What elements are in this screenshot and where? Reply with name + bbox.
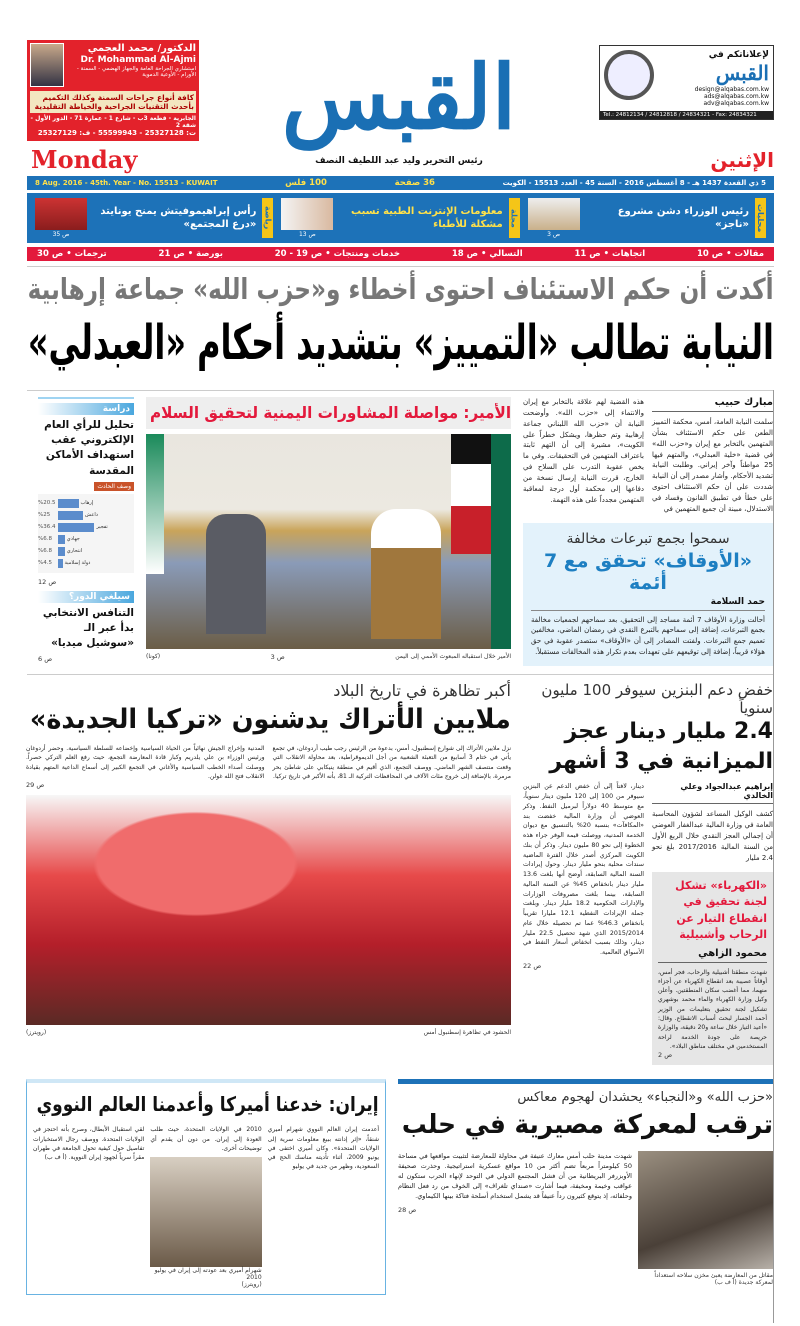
index-item[interactable]: بورصة • ص 21 bbox=[159, 249, 224, 259]
turkey-col-2 bbox=[27, 744, 266, 789]
amiri-photo bbox=[151, 1157, 262, 1267]
chart-title: وصف الحادث bbox=[95, 482, 135, 491]
aleppo-photo-block bbox=[639, 1151, 774, 1286]
ad-doctor[interactable] bbox=[28, 40, 200, 141]
ad-email: adv@alqabas.com.kw bbox=[704, 100, 770, 107]
petrol-col-2 bbox=[524, 782, 645, 970]
emir-article bbox=[147, 397, 512, 661]
photo-credit: (رويترز) bbox=[27, 1029, 48, 1037]
awqaf-text: أحالت وزارة الأوقاف 7 أئمة مساجد إلى التحقيق، بعد سماحهم لجمعيات مخالفة بجمع التبرعات، إضافة إلى سماحهم بالتبرع النقدي في رمضان الماضي، مخالفين تعميم جمع التبرعات. ولفتت المصادر إلى أن «الأوقاف» ستصدر عقوبة في حق هؤلاء قريباً، إضافة إلى توقيعهم على تعهدات بعدم تكرار هذه المخالفات مستقبلاً. bbox=[532, 615, 766, 657]
page-ref[interactable]: ص 28 bbox=[399, 1205, 418, 1214]
date-ar: 5 ذي القعدة 1437 هـ - 8 أغسطس 2016 - السنة 45 - العدد 15513 - الكويت bbox=[503, 179, 767, 187]
turkey-kicker: أكبر تظاهرة في تاريخ البلاد bbox=[334, 680, 512, 700]
magnifier-icon bbox=[605, 50, 655, 100]
teaser-band bbox=[28, 193, 775, 243]
teaser-photo bbox=[36, 198, 88, 230]
lead-text: هذه القضية لهم علاقة بالتخابر مع إيران والانتماء إلى «حزب الله». وأوضحت النيابة أن «حزب الله اللبناني جماعة إرهابية وتم حظرها، ويشكل خطراً على الكويت»، مشيرة إلى أن التهم ثابتة باعتراف المتهمين في التحقيقات. وفي ما يخص عقوبة التدرب على السلاح في الخارج، قررت النيابة إرسال نسخة من دفاعها إلى محكمة أول درجة لمعاقبة المتهمين مجدداً على هذه التهمة. bbox=[524, 398, 645, 504]
awqaf-byline: حمد السلامة bbox=[532, 597, 766, 611]
teaser-local[interactable] bbox=[525, 197, 771, 239]
turkey-text: المدنية وإخراج الجيش نهائياً من الحياة السياسية وإخضاعه للسلطة السياسية. وحضر أردوغان ورئيس الوزراء بن علي يلدريم وكبار قادة المعارضة التجمع، حيث رفع العلم التركي حصراً. ووصلت أصداء الخطب السياسية والأغاني في التجمع الكبير إلى أسماع الداعية المتهم بقيادة الانقلاب فتح الله غولن. bbox=[27, 744, 266, 780]
ad-email: design@alqabas.com.kw bbox=[695, 86, 770, 93]
lead-byline: مبارك حبيب bbox=[653, 397, 774, 412]
chart-bar bbox=[59, 499, 80, 508]
photo-credit: (رويترز) bbox=[242, 1281, 263, 1289]
petrol-headline[interactable]: 2.4 مليار دينار عجز الميزانية في 3 أشهر bbox=[550, 718, 774, 774]
petrol-byline: إبراهيم عبدالجواد وعلي الخالدي bbox=[653, 782, 774, 804]
day-en: Monday bbox=[32, 145, 139, 174]
chart-value-label: %20.5 bbox=[39, 500, 57, 507]
chart-bar bbox=[59, 511, 84, 520]
teaser-headline: رئيس الوزراء دشن مشروع «ناجز» bbox=[618, 205, 750, 230]
aleppo-kicker: «حزب الله» و«النجباء» يحشدان لهجوم معاكس bbox=[518, 1090, 774, 1106]
teaser-photo bbox=[282, 198, 334, 230]
teaser-headline: معلومات الإنترنت الطبية تسبب مشكلة للأطباء bbox=[352, 205, 504, 230]
ad-sub: استشاري الجراحة العامة والجهاز الهضمي - السمنة - الأورام - الأوعية الدموية bbox=[77, 65, 197, 79]
kahraba-text: شهدت منطقتا أشبيلية والرحاب، فجر أمس، أوقاتاً عصيبة بعد انقطاع الكهرباء عن أجزاء منهما، مما أغضب سكان المنطقتين. وأعلن وكيل وزارة الكهرباء والماء محمد بوشهري تشكيل لجنة تحقيق بتعليمات من الوزير أحمد الجسار لبحث أسباب الانقطاع. وقال: «أعيد التيار خلال ساعة و20 دقيقة، والوزارة حريصة على جودة الخدمة لراحة المستخدمين في مختلف مناطق البلاد». bbox=[659, 968, 769, 1050]
lead-kicker: أكدت أن حكم الاستئناف احتوى أخطاء و«حزب الله» جماعة إرهابية bbox=[29, 272, 775, 306]
index-item[interactable]: اتجاهات • ص 11 bbox=[575, 249, 647, 259]
chart-category-label: إرهاب bbox=[81, 500, 95, 507]
teaser-section: مجلة bbox=[510, 198, 521, 238]
awqaf-box[interactable] bbox=[524, 523, 774, 666]
chart-value-label: %6.8 bbox=[39, 548, 53, 555]
ad-email: ads@alqabas.com.kw bbox=[704, 93, 770, 100]
iran-caption: شهرام أميري بعد عودته إلى إيران في يوليو 2010 bbox=[155, 1267, 263, 1282]
study-chart bbox=[39, 494, 135, 573]
teaser-page: ص 35 bbox=[53, 230, 71, 238]
aleppo-caption bbox=[639, 1272, 774, 1286]
ad-logo: القبس bbox=[716, 61, 770, 85]
lead-article bbox=[524, 397, 774, 666]
page-ref[interactable]: ص 6 bbox=[39, 654, 54, 663]
teaser-headline: رأس إبراهيموفيتش يمنح يونايتد «درع المجتمع» bbox=[101, 205, 258, 230]
awqaf-headline: «الأوقاف» تحقق مع 7 أئمة bbox=[544, 549, 754, 594]
teaser-section: رياضة bbox=[263, 198, 274, 238]
ad-name-en: Dr. Mohammad Al-Ajmi bbox=[81, 55, 197, 65]
election-tag: سيلغي الدور؟ bbox=[39, 591, 135, 603]
kahraba-byline: محمود الزاهي bbox=[659, 948, 768, 963]
iran-headline: إيران: خدعنا أميركا وأعدمنا العالم النووي bbox=[38, 1092, 380, 1117]
turkey-caption: الحشود في تظاهرة إسطنبول أمس bbox=[424, 1029, 512, 1037]
kahraba-box[interactable] bbox=[653, 872, 774, 1066]
ad-address: الجابرية - قطعة 3ب - شارع 1 - عمارة 71 - الدور الأول - شقة 2 bbox=[31, 115, 197, 130]
chart-value-label: %36.4 bbox=[39, 524, 57, 531]
turkey-text: نزل ملايين الأتراك إلى شوارع إسطنبول، أمس، بدعوة من الرئيس رجب طيب أردوغان، في تجمع يأتي في ختام 3 أسابيع من التعبئة الشعبية من أجل الديموقراطية، بعد محاولة الانقلاب التي وقعت منتصف الشهر الماضي. ووصف التجمع، الذي أقيم في منطقة ينيكابي على شاطئ بحر مرمرة، بالإضافة إلى خروج مئات الآلاف في المحافظات التركية الـ 81، بأنه الأكبر في تاريخ تركيا. bbox=[273, 744, 512, 780]
chart-value-label: %25 bbox=[39, 512, 52, 519]
index-item[interactable]: ترجمات • ص 30 bbox=[38, 249, 108, 259]
chart-bar-row bbox=[39, 546, 135, 557]
photo-credit: (كونا) bbox=[147, 653, 162, 660]
teaser-magazine[interactable] bbox=[278, 197, 524, 239]
turkey-article bbox=[27, 681, 512, 1036]
date-bar bbox=[28, 176, 775, 190]
iran-text: 2010 في الولايات المتحدة، حيث طلب العودة إلى إيران. من دون أن يقدم أي توضيحات أخرى. bbox=[151, 1126, 263, 1152]
page-count: 36 صفحة bbox=[395, 178, 436, 188]
aleppo-text: شهدت مدينة حلب أمس معارك عنيفة في محاولة للمعارضة لتثبيت مواقعها في مساحة 50 كيلومتراً مربعاً تضم أكثر من 10 مواقع عسكرية استراتيجية. وحذرت صحيفة الأوبزرفر البريطانية من أن فشل المجتمع الدولي في التوحد لإنهاء الحرب ستكون له عواقب وخيمة ومخيفة، فيما أشارت «صنداي تلغراف» إلى الخوف من رد فعل النظام وحلفائه، إذ يتوقع كثيرون رداً عنيفاً قد يشمل استخدام أسلحة فتاكة بينها الكيماوي. bbox=[399, 1152, 633, 1201]
chart-bar bbox=[59, 523, 95, 532]
photo-credit: (أ ف ب) bbox=[715, 1279, 738, 1287]
chart-bar-row bbox=[39, 498, 135, 509]
chart-bar-row bbox=[39, 534, 135, 545]
index-item[interactable]: مقالات • ص 10 bbox=[697, 249, 765, 259]
ad-footer: Tel.: 24812134 / 24812818 / 24834321 - Fax: 24834321 bbox=[601, 111, 774, 119]
chart-category-label: جهادي bbox=[67, 536, 81, 543]
iran-text: أعدمت إيران العالم النووي شهرام أميري شنقاً، «إثر إدانته ببيع معلومات سرية إلى الولايات المتحدة». وكان أميري اختفى في يونيو 2009، أثناء تأديته مناسك الحج في السعودية، وظهر من جديد في يوليو bbox=[268, 1126, 380, 1171]
price: 100 فلس bbox=[286, 178, 328, 188]
petrol-article bbox=[524, 681, 774, 1065]
chart-category-label: دولة إسلامية bbox=[65, 560, 92, 567]
chart-bar-row bbox=[39, 522, 135, 533]
kahraba-headline: «الكهرباء» تشكل لجنة تحقيق في انقطاع التيار عن الرحاب وأشبيلية bbox=[676, 878, 768, 942]
ad-line1: كافة أنواع جراحات السمنة وكذلك التكميم bbox=[43, 93, 195, 102]
page-ref[interactable]: ص 12 bbox=[39, 577, 58, 586]
election-headline[interactable]: التنافس الانتخابي بدأ عبر الـ «سوشيل ميديا» bbox=[43, 606, 135, 650]
page-ref[interactable]: ص 3 bbox=[271, 653, 286, 661]
ad-phones: ت: 25327128 - 55599943 - ف: 25327129 bbox=[38, 129, 197, 138]
ad-self-promo[interactable] bbox=[600, 45, 775, 120]
chart-bar bbox=[59, 535, 66, 544]
chart-bar bbox=[59, 559, 64, 568]
aleppo-photo bbox=[639, 1151, 774, 1269]
chart-bar-row bbox=[39, 510, 135, 521]
logo: القبس bbox=[282, 45, 518, 149]
chart-category-label: داعش bbox=[86, 512, 99, 519]
iran-box[interactable] bbox=[27, 1079, 387, 1295]
turkey-headline[interactable]: ملايين الأتراك يدشنون «تركيا الجديدة» bbox=[31, 703, 512, 735]
page-ref[interactable]: ص 29 bbox=[27, 781, 46, 790]
page-ref[interactable]: ص 22 bbox=[524, 961, 543, 970]
lead-col-2 bbox=[524, 397, 645, 505]
main-content bbox=[28, 390, 775, 1323]
chart-bar bbox=[59, 547, 66, 556]
iran-text: لقي استقبال الأبطال، وصرح بأنه احتجز في الولايات المتحدة. ووصف رجال الاستخبارات تفاصيل حول كيفية تحول الجامعة في طهران مقراً سرياً لجهود إيران النووية. (أ ف ب) bbox=[34, 1126, 146, 1162]
index-bar bbox=[28, 247, 775, 261]
lead-headline[interactable]: النيابة تطالب «التمييز» بتشديد أحكام «العبدلي» bbox=[29, 315, 775, 371]
teaser-page: ص 3 bbox=[548, 230, 562, 238]
aleppo-article bbox=[399, 1079, 774, 1286]
aleppo-text-col bbox=[399, 1151, 633, 1213]
teaser-section: محليات bbox=[756, 198, 767, 238]
emir-headline-box[interactable] bbox=[147, 397, 512, 429]
turkey-col-1 bbox=[274, 744, 513, 781]
emir-headline[interactable]: الأمير: مواصلة المشاورات اليمنية لتحقيق السلام bbox=[150, 403, 512, 422]
turkey-photo bbox=[27, 795, 512, 1025]
awqaf-kicker: سمحوا بجمع تبرعات مخالفة bbox=[567, 530, 731, 547]
date-en: 8 Aug. 2016 - 45th. Year - No. 15513 - KUWAIT bbox=[36, 179, 219, 187]
chart-bar-row bbox=[39, 558, 135, 569]
chart-value-label: %4.5 bbox=[39, 560, 53, 567]
day-ar: الإثنين bbox=[711, 148, 775, 172]
study-tag: دراسة bbox=[39, 403, 135, 415]
doctor-photo bbox=[31, 43, 65, 87]
aleppo-caption-text: مقاتل من المعارضة يعبئ مخزن سلاحه استعداداً لمعركة جديدة bbox=[655, 1272, 774, 1287]
teaser-page: ص 13 bbox=[299, 230, 317, 238]
ad-title: لإعلاناتكم في bbox=[709, 50, 770, 60]
petrol-kicker: خفض دعم البنزين سيوفر 100 مليون سنوياً bbox=[542, 680, 774, 717]
emir-caption: الأمير خلال استقباله المبعوث الأممي إلى اليمن bbox=[396, 653, 512, 660]
index-item[interactable]: خدمات ومنتجات • ص 19 - 20 bbox=[275, 249, 401, 259]
ad-line2: بأحدث التقنيات الجراحية والخياطة التقليدية bbox=[35, 102, 195, 111]
chart-category-label: تفجير bbox=[97, 524, 109, 531]
ad-name-ar: الدكتور/ محمد العجمي bbox=[88, 43, 197, 54]
index-item[interactable]: التسالي • ص 18 bbox=[452, 249, 524, 259]
emir-photo bbox=[147, 434, 512, 649]
page-ref[interactable]: ص 2 bbox=[659, 1051, 674, 1060]
chart-category-label: انتحاري bbox=[67, 548, 84, 555]
lead-col-1 bbox=[653, 397, 774, 515]
editor-line: رئيس التحرير وليد عبد اللطيف النصف bbox=[316, 156, 484, 166]
study-headline[interactable]: تحليل للرأي العام الإلكتروني عقب استهداف الأماكن المقدسة bbox=[45, 419, 135, 477]
lead-text: سلمت النيابة العامة، أمس، محكمة التمييز الطعن على حكم الاستئناف بشأن المتهمين بالتخابر مع إيران و«حزب الله» في قضية «خلية العبدلي»، والمتهم فيها 25 مواطناً وآخر إيراني. وطلبت النيابة تشديد الأحكام. وأشار مصدر إلى أن النيابة شددت على أن حكم الاستئناف احتوى على خطأ في تطبيق القانون وفساد في الاستدلال، مبينة أن جميع المتهمين في bbox=[653, 418, 774, 513]
sidebar bbox=[39, 397, 135, 663]
petrol-text: كشف الوكيل المساعد لشؤون المحاسبة العامة في وزارة المالية عبدالغفار العوضي أن إجمالي العجز النقدي خلال الربع الأول من السنة المالية 2017/2016 بلغ نحو 2.4 مليار bbox=[653, 810, 774, 862]
teaser-photo bbox=[529, 198, 581, 230]
petrol-col-1 bbox=[653, 782, 774, 1065]
teaser-sports[interactable] bbox=[32, 197, 278, 239]
chart-value-label: %6.8 bbox=[39, 536, 53, 543]
aleppo-headline[interactable]: ترقب لمعركة مصيرية في حلب bbox=[403, 1110, 774, 1141]
petrol-text: دينار، لافتاً إلى أن خفض الدعم عن البنزين سيوفر من 100 إلى 120 مليون دينار سنوياً، مع متوسط 40 دولاراً لبرميل النفط. وذكر العوضي أن وزارة المالية خفضت بند «المكافآت» بنسبة 20% بالتنسيق مع ديوان الخدمة المدنية، ووصلت قيمة الوفر جراء هذه الخطوة إلى نحو 80 مليون دينار. وذكر أن بنك الكويت المركزي أصدر خلال الفترة الماضية سندات محلية بنحو مليار دينار. وحول إيرادات السنة المالية السابقة، أوضح أنها بلغت 13.6 مليار دينار بانخفاض 45% عن السنة المالية السابقة، بينما بلغت مصروفات الوزارات والإدارات الحكومية 18.2 مليار دينار. وبلغت جملة الإيرادات النفطية 12.1 مليارا تقريباً بانخفاض 46.3% عما تم تحصيله خلال عام 2015/2014 الذي شهد تحصيل 22.5 مليار دينار، وذلك بسبب انخفاض أسعار النفط في الأسواق العالمية. bbox=[524, 783, 645, 957]
